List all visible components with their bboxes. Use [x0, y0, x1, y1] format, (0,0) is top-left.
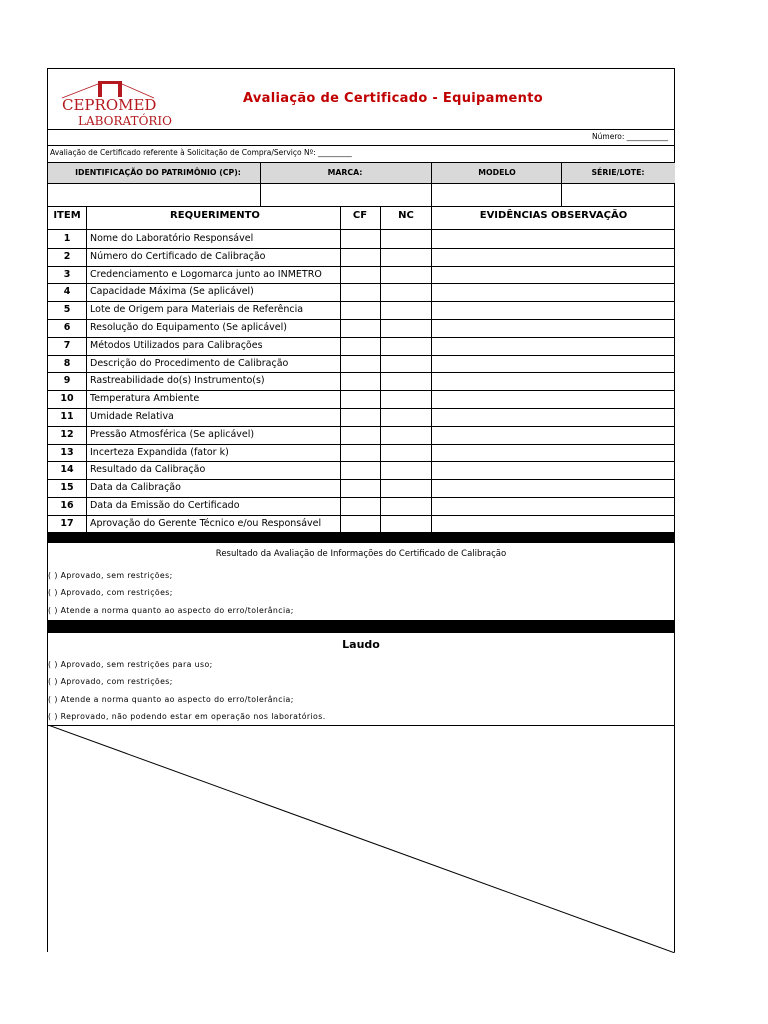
col-nc-header: NC — [398, 210, 414, 221]
requirement-text: Capacidade Máxima (Se aplicável) — [90, 286, 254, 298]
requirement-text: Número do Certificado de Calibração — [90, 250, 266, 262]
numero-label: Número: ___________ — [592, 132, 668, 141]
table-row — [48, 372, 674, 390]
divider — [48, 145, 674, 146]
item-number: 7 — [63, 339, 71, 351]
col-divider — [561, 163, 562, 206]
table-row — [48, 444, 674, 462]
laudo-title: Laudo — [342, 638, 380, 651]
requirement-text: Nome do Laboratório Responsável — [90, 233, 254, 244]
requirement-text: Pressão Atmosférica (Se aplicável) — [90, 428, 255, 440]
item-number: 13 — [60, 446, 74, 458]
table-row — [48, 301, 674, 319]
resultado-option-3[interactable]: ( ) Atende a norma quanto ao aspecto do erro/tolerância; — [48, 606, 294, 615]
requirement-text: Resolução do Equipamento (Se aplicável) — [90, 322, 287, 333]
item-number: 17 — [60, 517, 74, 529]
table-row — [48, 461, 674, 479]
ident-col-serie: SÉRIE/LOTE: — [591, 168, 645, 177]
requirement-text: Temperatura Ambiente — [90, 393, 200, 405]
section-bar — [48, 532, 674, 543]
item-number: 9 — [63, 375, 71, 387]
item-number: 1 — [63, 233, 71, 244]
table-row — [48, 497, 674, 515]
col-req-header: REQUERIMENTO — [170, 210, 260, 221]
divider — [48, 206, 674, 207]
requirement-text: Rastreabilidade do(s) Instrumento(s) — [90, 375, 265, 387]
table-row — [48, 266, 674, 284]
logo-graphic — [58, 79, 178, 127]
logo-line2: LABORATÓRIO — [78, 114, 173, 127]
solicitacao-text: Avaliação de Certificado referente à Solicitação de Compra/Serviço Nº: _________ — [50, 148, 352, 157]
col-divider — [260, 163, 261, 206]
table-row — [48, 283, 674, 301]
table-row — [48, 408, 674, 426]
section-bar — [48, 620, 674, 633]
col-divider — [431, 163, 432, 206]
item-number: 16 — [60, 500, 74, 511]
laudo-option-3[interactable]: ( ) Atende a norma quanto ao aspecto do erro/tolerância; — [48, 695, 294, 704]
requirement-text: Credenciamento e Logomarca junto ao INMETRO — [90, 268, 322, 280]
item-number: 5 — [63, 304, 71, 316]
item-number: 4 — [63, 286, 71, 298]
resultado-option-1[interactable]: ( ) Aprovado, sem restrições; — [48, 571, 173, 580]
table-row — [48, 230, 674, 248]
table-row — [48, 319, 674, 337]
item-number: 12 — [60, 428, 74, 440]
ident-col-marca: MARCA: — [327, 168, 363, 177]
requirement-text: Aprovação do Gerente Técnico e/ou Responsável — [90, 517, 322, 529]
table-row — [48, 515, 674, 533]
laudo-option-4[interactable]: ( ) Reprovado, não podendo estar em operação nos laboratórios. — [48, 712, 326, 721]
item-number: 3 — [63, 268, 71, 280]
col-evid-header: EVIDÊNCIAS OBSERVAÇÃO — [479, 210, 628, 221]
requirement-text: Data da Emissão do Certificado — [90, 500, 240, 511]
table-row — [48, 248, 674, 266]
item-number: 14 — [60, 464, 74, 476]
requirement-text: Umidade Relativa — [90, 411, 174, 422]
resultado-title: Resultado da Avaliação de Informações do Certificado de Calibração — [215, 549, 507, 559]
cepromed-logo — [58, 79, 178, 127]
laudo-option-1[interactable]: ( ) Aprovado, sem restrições para uso; — [48, 660, 213, 669]
item-number: 10 — [60, 393, 74, 405]
laudo-option-2[interactable]: ( ) Aprovado, com restrições; — [48, 677, 173, 686]
divider — [48, 129, 674, 130]
void-diagonal — [48, 725, 675, 953]
logo-line1: CEPROMED — [62, 96, 157, 114]
requirement-text: Lote de Origem para Materiais de Referência — [90, 304, 304, 316]
page-title: Avaliação de Certificado - Equipamento — [243, 91, 543, 106]
requirement-text: Descrição do Procedimento de Calibração — [90, 357, 289, 369]
table-row — [48, 479, 674, 497]
ident-col-patrimonio: IDENTIFICAÇÃO DO PATRIMÔNIO (CP): — [75, 168, 241, 177]
table-row — [48, 355, 674, 373]
table-row — [48, 390, 674, 408]
col-item-header: ITEM — [53, 210, 81, 221]
requirement-text: Data da Calibração — [90, 482, 181, 494]
resultado-option-2[interactable]: ( ) Aprovado, com restrições; — [48, 588, 173, 597]
item-number: 2 — [63, 250, 71, 262]
item-number: 11 — [60, 411, 74, 422]
requirement-text: Métodos Utilizados para Calibrações — [90, 339, 263, 351]
col-cf-header: CF — [352, 210, 368, 221]
ident-col-modelo: MODELO — [478, 168, 516, 177]
requirement-text: Incerteza Expandida (fator k) — [90, 446, 229, 458]
table-row — [48, 337, 674, 355]
item-number: 15 — [60, 482, 74, 494]
divider — [48, 183, 674, 184]
table-row — [48, 426, 674, 444]
evaluation-form — [47, 68, 675, 952]
requirement-text: Resultado da Calibração — [90, 464, 206, 476]
item-number: 6 — [63, 322, 71, 333]
item-number: 8 — [63, 357, 71, 369]
